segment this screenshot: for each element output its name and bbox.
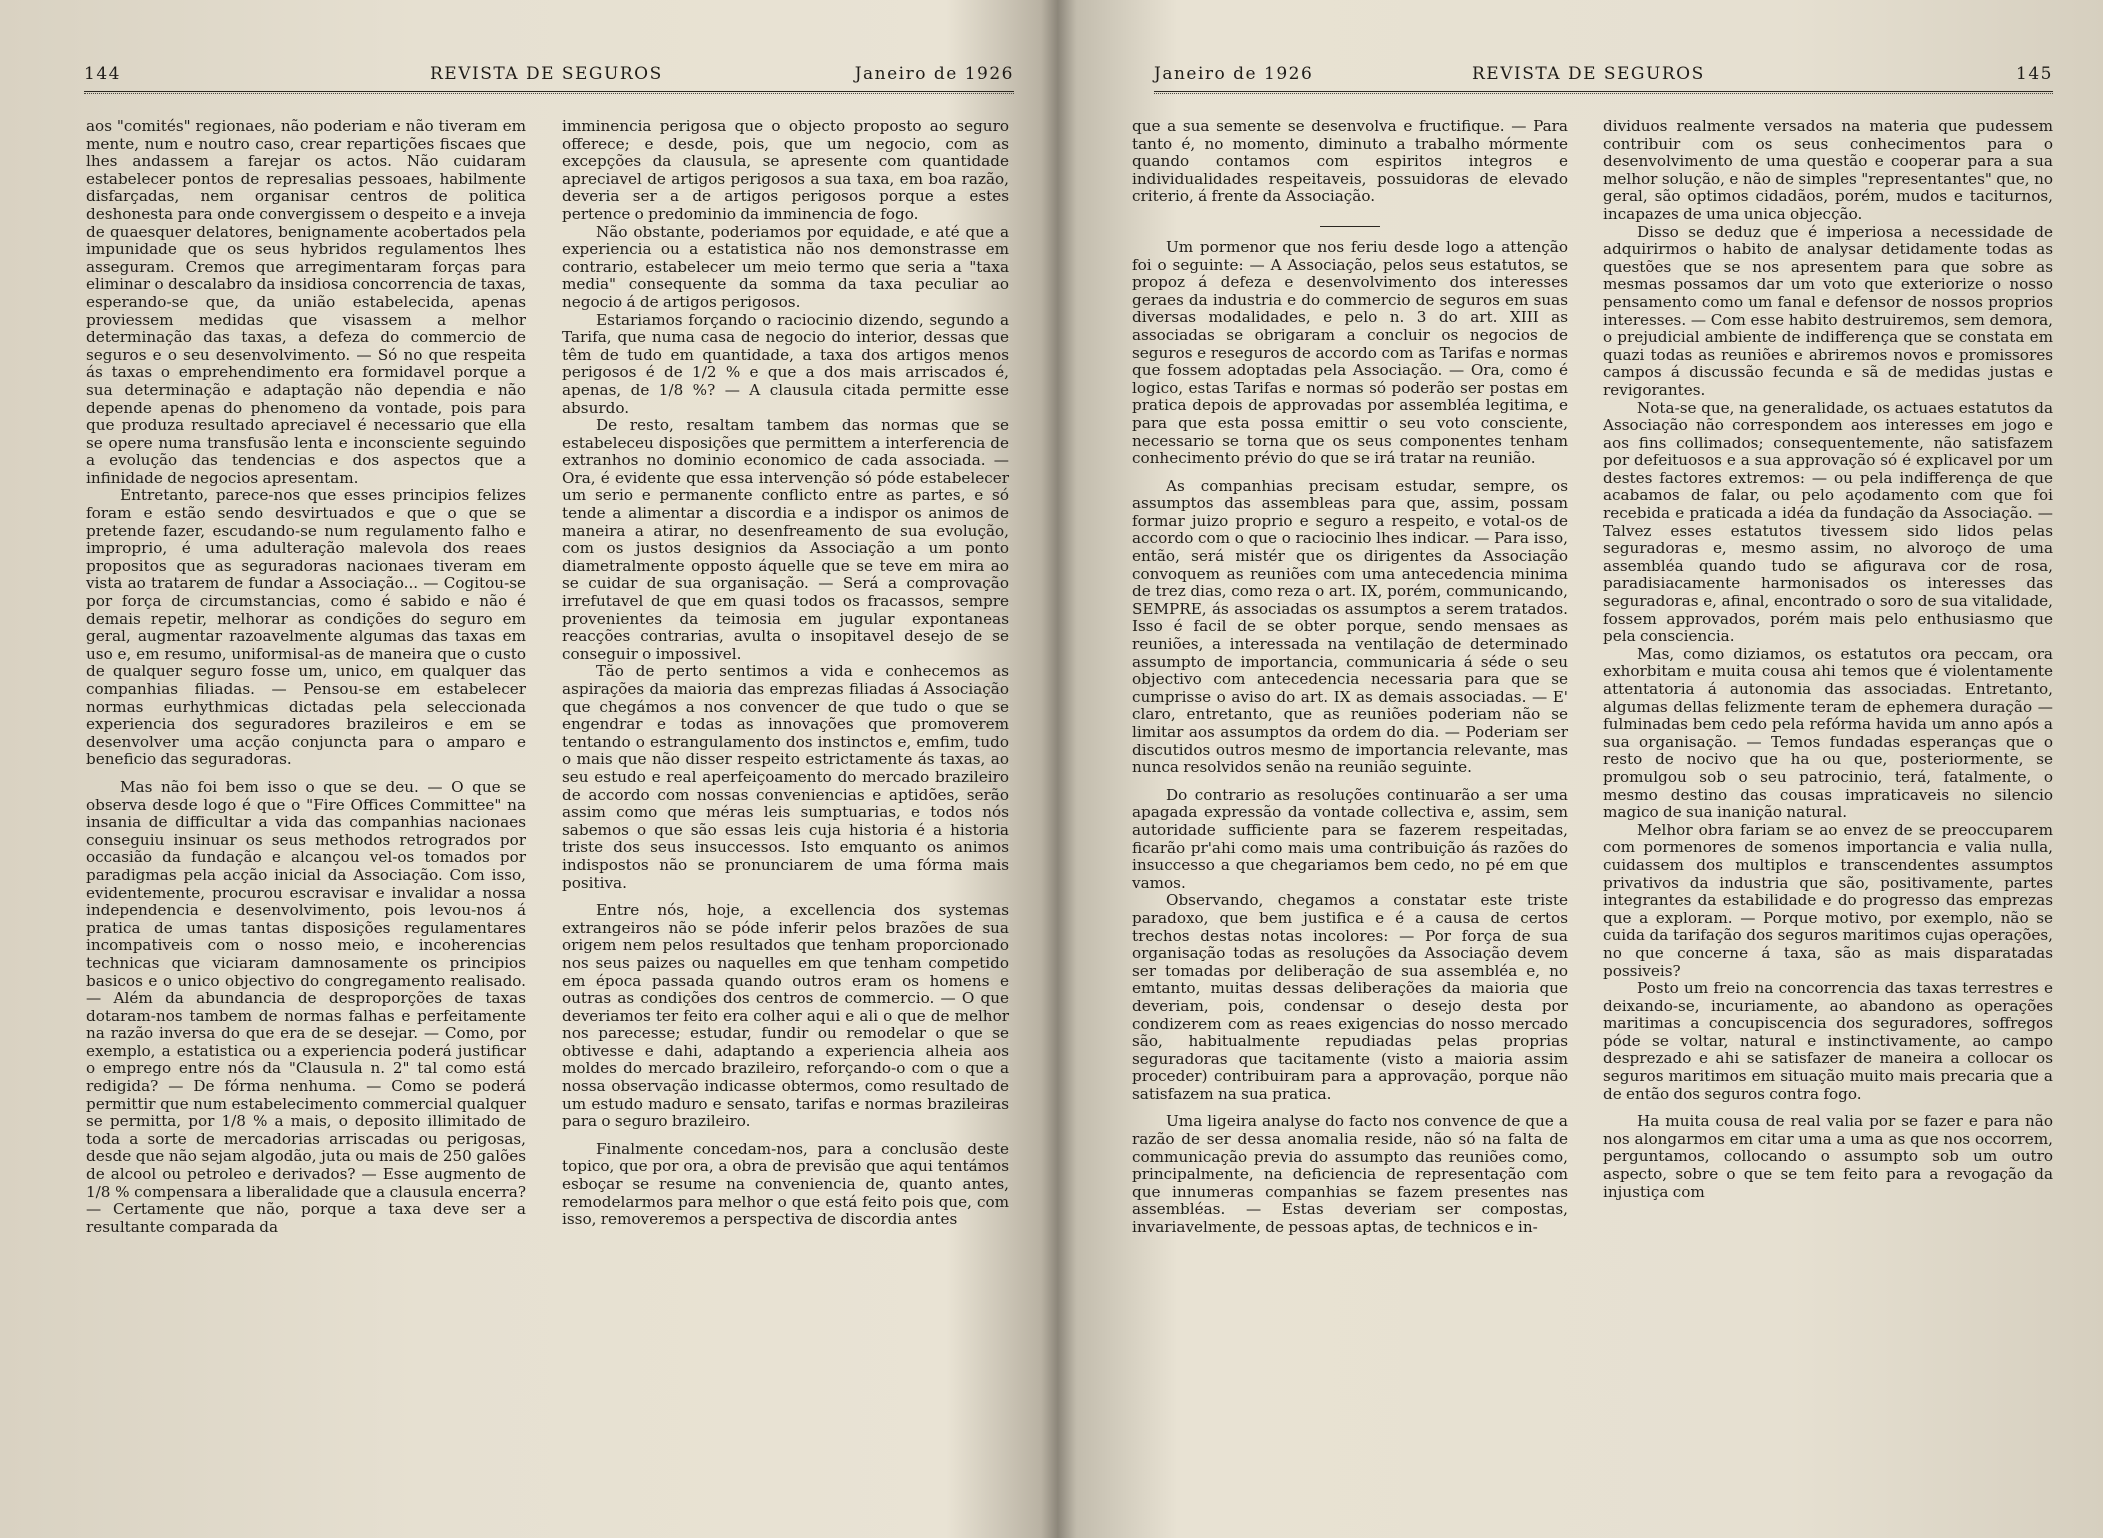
issue-date: Janeiro de 1926	[854, 64, 1014, 84]
page-header	[1154, 64, 2053, 92]
section-divider	[1320, 226, 1380, 227]
paragraph: Entretanto, parece-nos que esses principios felizes foram e estão sendo desvirtuados e que o que se pretende fazer, escudando-se num regulamento falho e improprio, é uma adulteração malevola dos reaes propositos que as seguradoras nacionaes tiveram em vista ao tratarem de fundar a Associação... — Cogitou-se por força de circumstancias, como é sabido e não é demais repetir, melhorar as condições do seguro em geral, augmentar razoavelmente algumas das taxas em uso e, em resumo, uniformisal-as de maneira que o custo de qualquer seguro fosse um, unico, em qualquer das companhias filiadas. — Pensou-se em estabelecer normas eurhythmicas dictadas pela seleccionada experiencia dos seguradores brazileiros e em se desenvolver uma acção conjuncta para o amparo e beneficio das seguradoras.	[86, 486, 526, 769]
text-column-2	[1603, 118, 2053, 1201]
paragraph: Posto um freio na concorrencia das taxas terrestres e deixando-se, incuriamente, ao abandono as operações maritimas a concupiscencia dos seguradores, soffregos póde se voltar, natural e instinctivamente, ao campo desprezado e ahi se satisfazer de maneira a collocar os seguros maritimos em situação muito mais precaria que a de então dos seguros contra fogo.	[1603, 979, 2053, 1103]
header-rule	[84, 91, 1014, 94]
paragraph: dividuos realmente versados na materia que pudessem contribuir com os seus conhecimentos para o desenvolvimento de uma questão e cooperar para a sua melhor solução, e não de simples "representantes" que, no geral, são optimos cidadãos, porém, mudos e taciturnos, incapazes de uma unica objecção.	[1603, 117, 2053, 223]
paragraph: Mas, como diziamos, os estatutos ora peccam, ora exhorbitam e muita cousa ahi temos que é violentamente attentatoria á autonomia das associadas. Entretanto, algumas dellas felizmente teram de ephemera duração — fulminadas bem cedo pela refórma havida um anno após a sua organisação. — Temos fundadas esperanças que o resto de nocivo que ha ou que, posteriormente, se promulgou sob o seu patrocinio, terá, fatalmente, o mesmo destino das cousas impraticaveis no silencio magico de sua inanição natural.	[1603, 644, 2053, 822]
left-page	[0, 0, 1040, 1538]
paragraph: Ha muita cousa de real valia por se fazer e para não nos alongarmos em citar uma a uma as que nos occorrem, perguntamos, collocando o assumpto sob um outro aspecto, sobre o que se tem feito para a revogação da injustiça com	[1603, 1112, 2053, 1201]
paragraph: Um pormenor que nos feriu desde logo a attenção foi o seguinte: — A Associação, pelos seus estatutos, se propoz á defeza e desenvolvimento dos interesses geraes da industria e do commercio de seguros em suas diversas modalidades, e pelo n. 3 do art. XIII as associadas se obrigaram a concluir os negocios de seguros e reseguros de accordo com as Tarifas e normas que fossem adoptadas pela Associação. — Ora, como é logico, estas Tarifas e normas só poderão ser postas em pratica depois de approvadas por assembléa legitima, e para que esta possa emittir o seu voto consciente, necessario se torna que os seus componentes tenham conhecimento prévio do que se irá tratar na reunião.	[1132, 237, 1568, 468]
paragraph: Observando, chegamos a constatar este triste paradoxo, que bem justifica e é a causa de certos trechos destas notas incolores: — Por força de sua organisação todas as resoluções da Associação devem ser tomadas por deliberação de sua assembléa e, no emtanto, muitas dessas deliberações da maioria que deveriam, pois, condensar o desejo desta por condizerem com as reaes exigencias do nosso mercado são, habitualmente repudiadas pelas proprias seguradoras que tacitamente (visto a maioria assim proceder) contribuiram para a approvação, porque não satisfazem na sua pratica.	[1132, 891, 1568, 1103]
paragraph: imminencia perigosa que o objecto proposto ao seguro offerece; e desde, pois, que um negocio, com as excepções da clausula, se apresente com quantidade apreciavel de artigos perigosos a sua taxa, em boa razão, deveria ser a de artigos perigosos porque a estes pertence o predominio da imminencia de fogo.	[562, 117, 1009, 223]
paragraph: Disso se deduz que é imperiosa a necessidade de adquirirmos o habito de analysar detidamente todas as questões que se nos apresentem para que sobre as mesmas possamos dar um voto que exteriorize o nosso pensamento como um fanal e defensor de nossos proprios interesses. — Com esse habito destruiremos, sem demora, o prejudicial ambiente de indifferença que se constata em quazi todas as reuniões e abriremos novos e promissores campos á discussão fecunda e sã de medidas justas e revigorantes.	[1603, 222, 2053, 399]
paragraph: aos "comités" regionaes, não poderiam e não tiveram em mente, num e noutro caso, crear repartições fiscaes que lhes andassem a farejar os actos. Não cuidaram estabelecer pontos de represalias pessoaes, habilmente disfarçadas, nem organisar centros de politica deshonesta para onde convergissem o despeito e a inveja de quaesquer delatores, benignamente acobertados pela impunidade que os seus hybridos regulamentos lhes asseguram. Cremos que arregimentaram forças para eliminar o descalabro da insidiosa concorrencia de taxas, esperando-se que, da união estabelecida, apenas proviessem medidas que visassem a melhor determinação das taxas, a defeza do commercio de seguros e o seu desenvolvimento. — Só no que respeita ás taxas o emprehendimento era formidavel porque a sua determinação e adaptação não dependia e não depende apenas do phenomeno da vontade, pois para que produza resultado apreciavel é necessario que ella se opere numa transfusão lenta e inconsciente seguindo a evolução das tendencias e dos aspectos que a infinidade de negocios apresentam.	[86, 117, 526, 487]
paragraph: Nota-se que, na generalidade, os actuaes estatutos da Associação não correspondem aos interesses em jogo e aos fins collimados; consequentemente, não satisfazem por defeituosos e a sua approvação só é explicavel por um destes factores extremos: — ou pela indifferença de que acabamos de falar, ou pelo açodamento com que foi recebida e praticada a idéa da fundação da Associação. — Talvez esses estatutos tivessem sido lidos pelas seguradoras e, mesmo assim, no alvoroço de uma assembléa quando tudo se afigurava cor de rosa, paradisiacamente harmonisados os interesses das seguradoras e, afinal, encontrado o soro de sua vitalidade, fossem approvados, porém mais pelo enthusiasmo que pela consciencia.	[1603, 398, 2053, 646]
paragraph: Estariamos forçando o raciocinio dizendo, segundo a Tarifa, que numa casa de negocio do interior, dessas que têm de tudo em quantidade, a taxa dos artigos menos perigosos é de 1/2 % e que a dos mais arriscados é, apenas, de 1/8 %? — A clausula citada permitte esse absurdo.	[562, 310, 1009, 417]
issue-date: Janeiro de 1926	[1154, 64, 1314, 84]
paragraph: Entre nós, hoje, a excellencia dos systemas extrangeiros não se póde inferir pelos brazões de sua origem nem pelos resultados que tenham proporcionado nos seus paizes ou naquelles em que tenham competido em época passada quando outros eram os homens e outras as condições dos centros de commercio. — O que deveriamos ter feito era colher aqui e ali o que de melhor nos parecesse; estudar, fundir ou remodelar o que se obtivesse e dahi, adaptando a experiencia alheia aos moldes do mercado brazileiro, reforçando-o com o que a nossa observação indicasse obtermos, como resultado de um estudo maduro e sensato, tarifas e normas brazileiras para o seguro brazileiro.	[562, 901, 1009, 1131]
paragraph: As companhias precisam estudar, sempre, os assumptos das assembleas para que, assim, possam formar juizo proprio e seguro a respeito, e votal-os de accordo com o que o raciocinio lhes indicar. — Para isso, então, será mistér que os dirigentes da Associação convoquem as reuniões com uma antecedencia minima de trez dias, como reza o art. IX, porém, communicando, SEMPRE, ás associadas os assumptos a serem tratados. Isso é facil de se obter porque, sendo mensaes as reuniões, a interessada na ventilação de determinado assumpto de importancia, communicaria á séde o seu objectivo com antecedencia necessaria para que se cumprisse o aviso do art. IX as demais associadas. — E' claro, entretanto, que as reuniões poderiam não se limitar aos assumptos da ordem do dia. — Poderiam ser discutidos outros mesmo de importancia relevante, mas nunca resolvidos senão na reunião seguinte.	[1132, 476, 1568, 777]
paragraph: De resto, resaltam tambem das normas que se estabeleceu disposições que permittem a interferencia de extranhos no dominio economico de cada associada. — Ora, é evidente que essa intervenção só póde estabelecer um serio e permanente conflicto entre as partes, e só tende a alimentar a discordia e a indispor os animos de maneira a atirar, no desenfreamento de sua evolução, com os justos designios da Associação a um ponto diametralmente opposto áquelle que se teve em mira ao se cuidar de sua organisação. — Será a comprovação irrefutavel de que em quasi todos os fracassos, sempre provenientes da teimosia em jugular expontaneas reacções contrarias, avulta o insopitavel desejo de se conseguir o impossivel.	[562, 416, 1009, 663]
paragraph: Tão de perto sentimos a vida e conhecemos as aspirações da maioria das emprezas filiadas á Associação que chegámos a nos convencer de que tudo o que se engendrar e todas as innovações que promoverem tentando o estrangulamento dos instinctos e, emfim, tudo o mais que não disser respeito estrictamente ás taxas, ao seu estudo e real aperfeiçoamento do mercado brazileiro de accordo com nossas conveniencias e aptidões, serão assim como que méras leis sumptuarias, e todos nós sabemos o que são essas leis cuja historia é a historia triste dos seus insuccessos. Isto emquanto os animos indispostos não se pronunciarem de uma fórma mais positiva.	[562, 662, 1009, 892]
paragraph: Finalmente concedam-nos, para a conclusão deste topico, que por ora, a obra de previsão que aqui tentámos esboçar se resume na conveniencia de, quanto antes, remodelarmos para melhor o que está feito pois que, com isso, removeremos a perspectiva de discordia antes	[562, 1139, 1009, 1229]
header-rule	[1154, 91, 2053, 94]
journal-title: REVISTA DE SEGUROS	[1472, 64, 1705, 84]
paragraph: que a sua semente se desenvolva e fructifique. — Para tanto é, no momento, diminuto a trabalho mórmente quando contamos com espiritos integros e individualidades respeitaveis, possuidoras de elevado criterio, á frente da Associação.	[1132, 117, 1568, 206]
paragraph: Não obstante, poderiamos por equidade, e até que a experiencia ou a estatistica não nos demonstrasse em contrario, estabelecer um meio termo que seria a "taxa media" consequente da somma da taxa peculiar ao negocio á de artigos perigosos.	[562, 222, 1009, 311]
paragraph: Mas não foi bem isso o que se deu. — O que se observa desde logo é que o "Fire Offices Committee" na insania de difficultar a vida das companhias nacionaes conseguiu insinuar os seus methodos retrogrados por occasião da fundação e alcançou vel-os tomados por paradigmas pela acção inicial da Associação. Com isso, evidentemente, procurou escravisar e invalidar a nossa independencia e desenvolvimento, pois levou-nos á pratica de umas tantas disposições regulamentares incompativeis com o nosso meio, e incoherencias technicas que viciaram damnosamente os principios basicos e o unico objectivo do congregamento realisado. — Além da abundancia de desproporções de taxas dotaram-nos tambem de normas falhas e perfeitamente na razão inversa do que era de se desejar. — Como, por exemplo, a estatistica ou a experiencia poderá justificar o emprego entre nós da "Clausula n. 2" tal como está redigida? — De fórma nenhuma. — Como se poderá permittir que num estabelecimento commercial qualquer se permitta, por 1/8 % a mais, o deposito illimitado de toda a sorte de mercadorias arriscadas ou perigosas, desde que não sejam algodão, juta ou mais de 250 galões de alcool ou petroleo e derivados? — Esse augmento de 1/8 % compensara a liberalidade que a clausula encerra? — Certamente que não, porque a taxa deve ser a resultante comparada da	[86, 777, 526, 1236]
paragraph: Uma ligeira analyse do facto nos convence de que a razão de ser dessa anomalia reside, não só na falta de communicação previa do assumpto das reuniões como, principalmente, na deficiencia de representação com que innumeras companhias se fazem presentes nas assembléas. — Estas deveriam ser compostas, invariavelmente, de pessoas aptas, de technicos e in-	[1132, 1112, 1568, 1237]
paragraph: Melhor obra fariam se ao envez de se preoccuparem com pormenores de somenos importancia e valia nulla, cuidassem dos multiplos e transcendentes assumptos privativos da industria que são, positivamente, partes integrantes da estabilidade e do progresso das emprezas que a exploram. — Porque motivo, por exemplo, não se cuida da tarifação dos seguros maritimos cujas operações, no que concerne á taxa, são as mais disparatadas possiveis?	[1603, 820, 2053, 980]
text-column-1	[86, 118, 526, 1236]
paragraph: Do contrario as resoluções continuarão a ser uma apagada expressão da vontade collectiva e, assim, sem autoridade sufficiente para se fazerem respeitadas, ficarão pr'ahi como mais uma contribuição ás razões do insuccesso a que chegariamos bem cedo, no pé em que vamos.	[1132, 785, 1568, 892]
page-header	[84, 64, 1014, 92]
page-number: 144	[84, 64, 121, 84]
journal-title: REVISTA DE SEGUROS	[430, 64, 663, 84]
text-column-2	[562, 118, 1009, 1229]
right-page	[1075, 0, 2103, 1538]
text-column-1	[1132, 118, 1568, 1237]
page-number: 145	[2016, 64, 2053, 84]
